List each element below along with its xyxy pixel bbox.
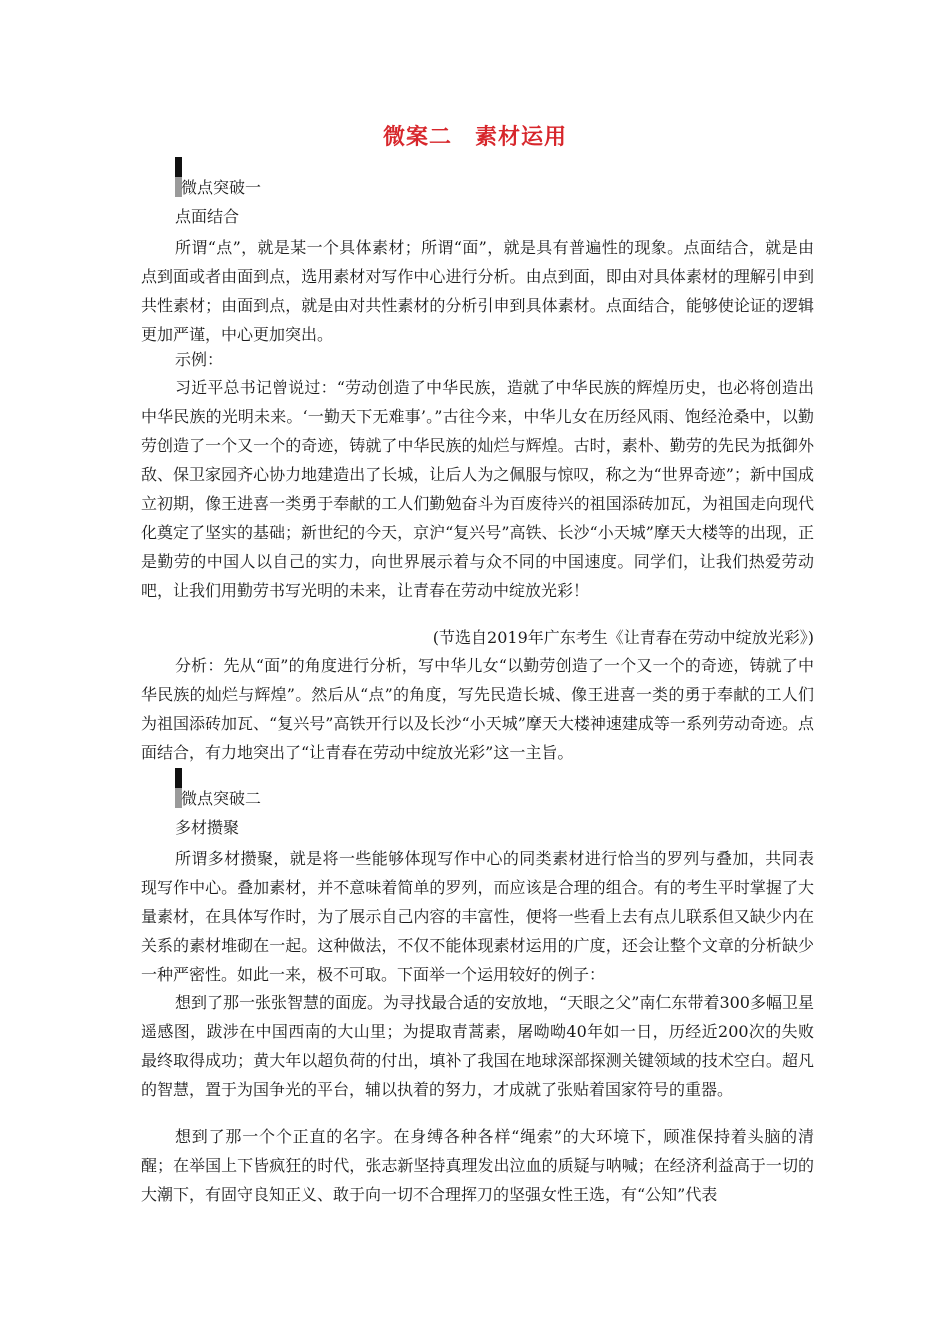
intro-paragraph: 所谓多材攒聚，就是将一些能够体现写作中心的同类素材进行恰当的罗列与叠加，共同表现写作中心。叠加素材，并不意味着简单的罗列，而应该是合理的组合。有的考生平时掌握了大量素材，在具体写作时，为了展示自己内容的丰富性，便将一些看上去有点儿联系但又缺少内在关系的素材堆砌在一起。这种做法，不仅不能体现素材运用的广度，还会让整个文章的分析缺少一种严密性。如此一来，极不可取。下面举一个运用较好的例子： (141, 849, 814, 984)
section-subtitle: 多材攒聚 (175, 818, 240, 837)
example-label: 示例： (175, 350, 224, 369)
intro-paragraph: 所谓“点”，就是某一个具体素材；所谓“面”，就是具有普遍性的现象。点面结合，就是由点到面或者由面到点，选用素材对写作中心进行分析。由点到面，即由对具体素材的理解引申到共性素材；由面到点，就是由对共性素材的分析引申到具体素材。点面结合，能够使论证的逻辑更加严谨，中心更加突出。 (141, 238, 814, 344)
analysis-paragraph: 分析：先从“面”的角度进行分析，写中华儿女“以勤劳创造了一个又一个的奇迹，铸就了中华民族的灿烂与辉煌”。然后从“点”的角度，写先民造长城、像王进喜一类的勇于奉献的工人们为祖国添砖加瓦、“复兴号”高铁开行以及长沙“小天城”摩天大楼神速建成等一系列劳动奇迹。点面结合，有力地突出了“让青春在劳动中绽放光彩”这一主旨。 (141, 656, 814, 762)
section-subtitle: 点面结合 (175, 207, 240, 226)
source-citation: (节选自2019年广东考生《让青春在劳动中绽放光彩》) (432, 628, 814, 647)
example-paragraph: 想到了那一张张智慧的面庞。为寻找最合适的安放地，“天眼之父”南仁东带着300多幅卫星遥感图，跋涉在中国西南的大山里；为提取青蒿素，屠呦呦40年如一日，历经近200次的失败最终取得成功；黄大年以超负荷的付出，填补了我国在地球深部探测关键领域的技术空白。超凡的智慧，置于为国争光的平台，辅以执着的努力，才成就了张贴着国家符号的重器。 (141, 993, 814, 1099)
section-label: 微点突破一 (181, 178, 262, 197)
example-paragraph: 想到了那一个个正直的名字。在身缚各种各样“绳索”的大环境下，顾准保持着头脑的清醒；在举国上下皆疯狂的时代，张志新坚持真理发出泣血的质疑与呐喊；在经济利益高于一切的大潮下，有固守良知正义、敢于向一切不合理挥刀的坚强女性王选，有“公知”代表 (141, 1127, 814, 1204)
section-label: 微点突破二 (181, 789, 262, 808)
page-title: 微案二 素材运用 (382, 125, 567, 150)
example-paragraph: 习近平总书记曾说过：“劳动创造了中华民族，造就了中华民族的辉煌历史，也必将创造出中华民族的光明未来。‘一勤天下无难事’。”古往今来，中华儿女在历经风雨、饱经沧桑中，以勤劳创造了一个又一个的奇迹，铸就了中华民族的灿烂与辉煌。古时，素朴、勤劳的先民为抵御外敌、保卫家园齐心协力地建造出了长城，让后人为之佩服与惊叹，称之为“世界奇迹”；新中国成立初期，像王进喜一类勇于奉献的工人们勤勉奋斗为百废待兴的祖国添砖加瓦，为祖国走向现代化奠定了坚实的基础；新世纪的今天，京沪“复兴号”高铁、长沙“小天城”摩天大楼等的出现，正是勤劳的中国人以自己的实力，向世界展示着与众不同的中国速度。同学们，让我们热爱劳动吧，让我们用勤劳书写光明的未来，让青春在劳动中绽放光彩！ (141, 378, 814, 600)
